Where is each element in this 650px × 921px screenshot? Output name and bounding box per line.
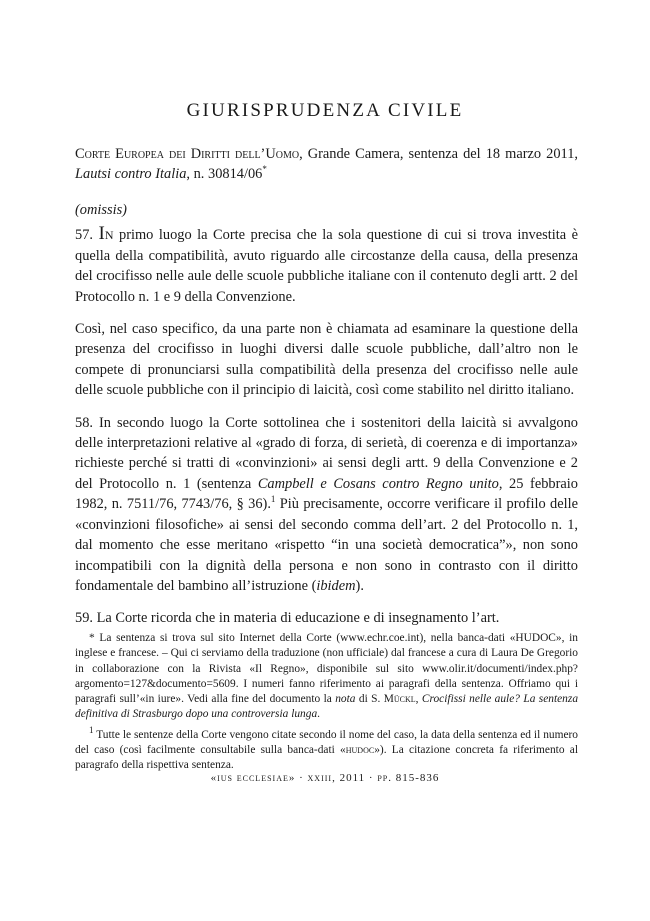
drop-cap: In	[98, 223, 114, 245]
footnote-1-mark: 1	[89, 724, 94, 735]
article-title: Crocifissi nelle aule? La sentenza definitiva di Strasburgo dopo una controversia lunga	[75, 693, 579, 721]
case-citation	[75, 144, 578, 185]
court-name: Corte Europea dei Diritti dell’Uomo	[75, 146, 300, 162]
campbell-case: Campbell e Cosans contro Regno unito	[257, 475, 499, 492]
footnote-1: $^1$ Tutte le sentenze della Corte vengono citate secondo il nome del caso, la data della sentenza ed il numero del caso (così facilmente consultabile sulla banca-dati «hudoc»). La citazione concreta fa riferimento al paragrafo della rispettiva sentenza.	[75, 724, 578, 772]
footnotes	[75, 631, 578, 774]
paragraph-59: 59. La Corte ricorda che in materia di educazione e di insegnamento l’art.	[75, 610, 500, 627]
citation-text-1: , Grande Camera, sentenza del 18 marzo 2011,	[299, 146, 578, 162]
paragraph-57	[75, 224, 578, 307]
omissis-label: (omissis)	[75, 202, 127, 218]
footnote-star-mark: *	[89, 632, 95, 644]
paragraph-number: 57.	[75, 227, 99, 244]
journal-footer: «ius ecclesiae» · xxiii, 2011 · pp. 815-836	[210, 772, 440, 784]
footnote-mark-1: 1	[270, 494, 276, 505]
page-title: GIURISPRUDENZA CIVILE	[186, 100, 464, 121]
paragraph-57-text: primo luogo la Corte precisa che la sola questione di cui si trova investita è quella della compatibilità, avuto riguardo alle circostanze della causa, della presenza del crocifisso nelle aule delle scuole pubbliche italiane con il contenuto degli artt. 2 del Protocollo n. 1 e 9 della Convenzione.	[75, 227, 579, 305]
footnote-mark-star: *	[262, 164, 267, 175]
footnote-star: * La sentenza si trova sul sito Internet della Corte (www.echr.coe.int), nella banca-dati «HUDOC», in inglese e francese. – Qui ci serviamo della traduzione (non ufficiale) dal francese a cura di Laura De Gregorio in collaborazione con la Rivista «Il Regno», disponibile sul sito www.olir.it/documenti/index.php?argomento=127&documento=5609. I numeri fanno riferimento ai paragrafi della sentenza. Offriamo qui i paragrafi sull’«in iure». Vedi alla fine del documento la nota di S. Mückl, Crocifissi nelle aule? La sentenza definitiva di Strasburgo dopo una controversia lunga.	[75, 632, 579, 721]
ibidem: ibidem	[316, 577, 356, 594]
main-text	[75, 200, 578, 629]
paragraph-58: 58. In secondo luogo la Corte sottolinea che i sostenitori della laicità si avvalgono delle interpretazioni relative al «grado di forza, di serietà, di coerenza e di importanza» richieste perché si tratti di «convinzioni» ai sensi degli artt. 9 della Convenzione e 2 del Protocollo n. 1 (sentenza Campbell e Cosans contro Regno unito, 25 febbraio 1982, n. 7511/76, 7743/76, § 36).$^1$ Più precisamente, occorre verificare il profilo delle «convinzioni filosofiche» ai sensi del secondo comma dell’art. 2 del Protocollo n. 1, dal momento che esse meritano «rispetto “in una società democratica”», non sono incompatibili con la dignità della persona e non sono in contrasto con il diritto fondamentale del bambino all’istruzione (ibidem).	[75, 414, 578, 594]
case-name: Lautsi contro Italia	[75, 166, 187, 183]
paragraph-57b: Così, nel caso specifico, da una parte non è chiamata ad esaminare la questione della presenza del crocifisso in luoghi diversi dalle scuole pubbliche, dall’altro non le compete di pronunciarsi sulla compatibilità della presenza del crocifisso nelle aule delle scuole pubbliche con il principio di laicità, così come stabilito nel diritto italiano.	[75, 321, 578, 399]
citation-text-2: , n. 30814/06	[186, 166, 263, 183]
author-name: S. Mückl	[371, 693, 416, 706]
